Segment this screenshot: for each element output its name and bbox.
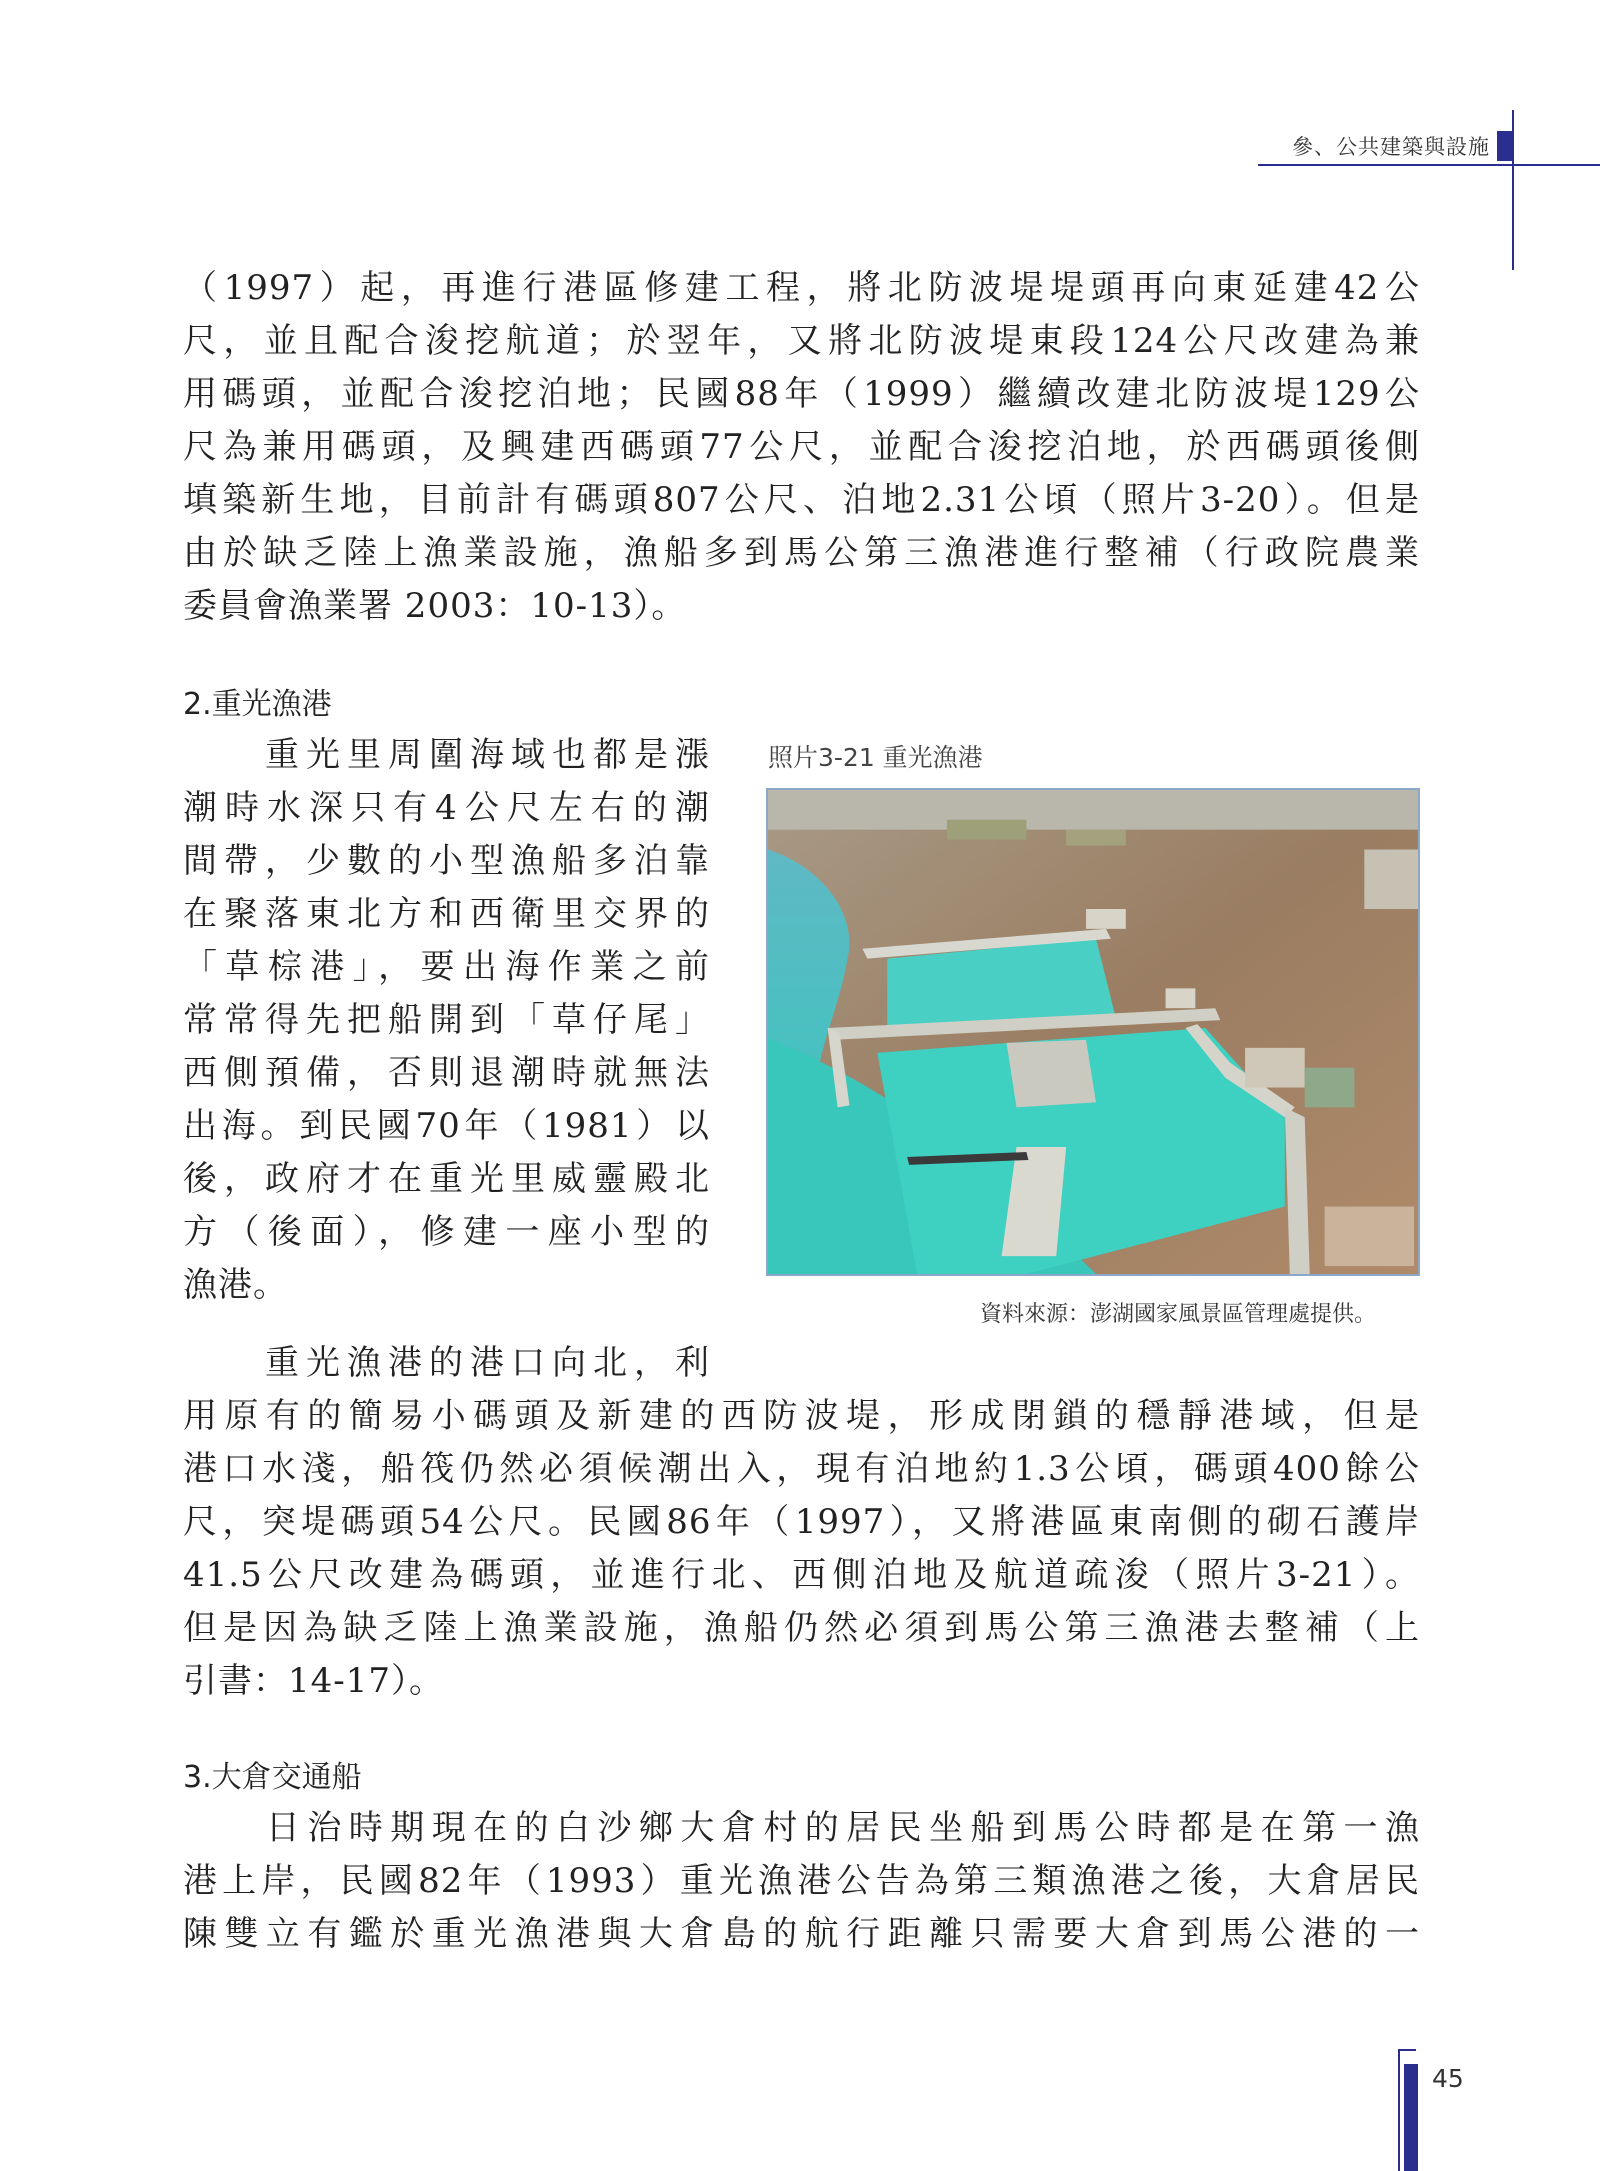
text-line: 重光漁港的港口向北，利 xyxy=(183,1343,710,1383)
text-line: 填築新生地，目前計有碼頭807公尺、泊地2.31公頃（照片3-20）。但是 xyxy=(183,480,1420,520)
text-line: 引書：14-17）。 xyxy=(183,1661,445,1701)
text-line: 尺為兼用碼頭，及興建西碼頭77公尺，並配合浚挖泊地，於西碼頭後側 xyxy=(183,427,1420,467)
text-line: 41.5公尺改建為碼頭，並進行北、西側泊地及航道疏浚（照片3-21）。 xyxy=(183,1555,1420,1595)
footer-accent-bar xyxy=(1404,2064,1418,2171)
text-line: 由於缺乏陸上漁業設施，漁船多到馬公第三漁港進行整補（行政院農業 xyxy=(183,533,1420,573)
photo-caption: 照片3-21 重光漁港 xyxy=(768,743,983,772)
header-rule xyxy=(1258,164,1600,166)
page-number: 45 xyxy=(1432,2064,1464,2093)
text-line: 尺，突堤碼頭54公尺。民國86年（1997），又將港區東南側的砌石護岸 xyxy=(183,1502,1420,1542)
text-line: 「草棕港」，要出海作業之前 xyxy=(183,947,710,987)
paragraph-3 xyxy=(183,1390,1420,1708)
header-accent-block xyxy=(1497,131,1513,161)
text-line: 港口水淺，船筏仍然必須候潮出入，現有泊地約1.3公頃，碼頭400餘公 xyxy=(183,1449,1420,1489)
text-line: 但是因為缺乏陸上漁業設施，漁船仍然必須到馬公第三漁港去整補（上 xyxy=(183,1608,1420,1648)
text-line: 重光里周圍海域也都是漲 xyxy=(183,735,710,775)
paragraph-4 xyxy=(183,1802,1420,1961)
photo-source: 資料來源：澎湖國家風景區管理處提供。 xyxy=(980,1302,1377,1327)
text-line: 常常得先把船開到「草仔尾」 xyxy=(183,1000,710,1040)
section-heading-2: 2.重光漁港 xyxy=(183,687,332,722)
paragraph-1 xyxy=(183,262,1420,633)
text-line: 尺，並且配合浚挖航道；於翌年，又將北防波堤東段124公尺改建為兼 xyxy=(183,321,1420,361)
text-line: （1997）起，再進行港區修建工程，將北防波堤堤頭再向東延建42公 xyxy=(183,268,1420,308)
text-line: 港上岸，民國82年（1993）重光漁港公告為第三類漁港之後，大倉居民 xyxy=(183,1861,1420,1901)
text-line: 在聚落東北方和西衛里交界的 xyxy=(183,894,710,934)
section-heading-3: 3.大倉交通船 xyxy=(183,1760,362,1795)
paragraph-2 xyxy=(183,729,710,1312)
header-vertical-rule xyxy=(1512,110,1514,270)
text-line: 漁港。 xyxy=(183,1265,288,1305)
text-line: 委員會漁業署 2003：10-13）。 xyxy=(183,586,687,626)
footer-rule xyxy=(1398,2049,1416,2051)
section-title: 參、公共建築與設施 xyxy=(1292,135,1490,159)
text-line: 出海。到民國70年（1981）以 xyxy=(183,1106,710,1146)
text-line: 日治時期現在的白沙鄉大倉村的居民坐船到馬公時都是在第一漁 xyxy=(183,1808,1420,1848)
text-line: 用原有的簡易小碼頭及新建的西防波堤，形成閉鎖的穩靜港域，但是 xyxy=(183,1396,1420,1436)
text-line: 間帶，少數的小型漁船多泊靠 xyxy=(183,841,710,881)
paragraph-3-first-line xyxy=(183,1337,710,1390)
text-line: 潮時水深只有4公尺左右的潮 xyxy=(183,788,710,828)
text-line: 方（後面），修建一座小型的 xyxy=(183,1212,710,1252)
harbor-aerial-photo xyxy=(766,788,1420,1276)
text-line: 用碼頭，並配合浚挖泊地；民國88年（1999）繼續改建北防波堤129公 xyxy=(183,374,1420,414)
text-line: 後，政府才在重光里威靈殿北 xyxy=(183,1159,710,1199)
text-line: 陳雙立有鑑於重光漁港與大倉島的航行距離只需要大倉到馬公港的一 xyxy=(183,1914,1420,1954)
text-line: 西側預備，否則退潮時就無法 xyxy=(183,1053,710,1093)
footer-vertical-rule xyxy=(1398,2049,1400,2171)
